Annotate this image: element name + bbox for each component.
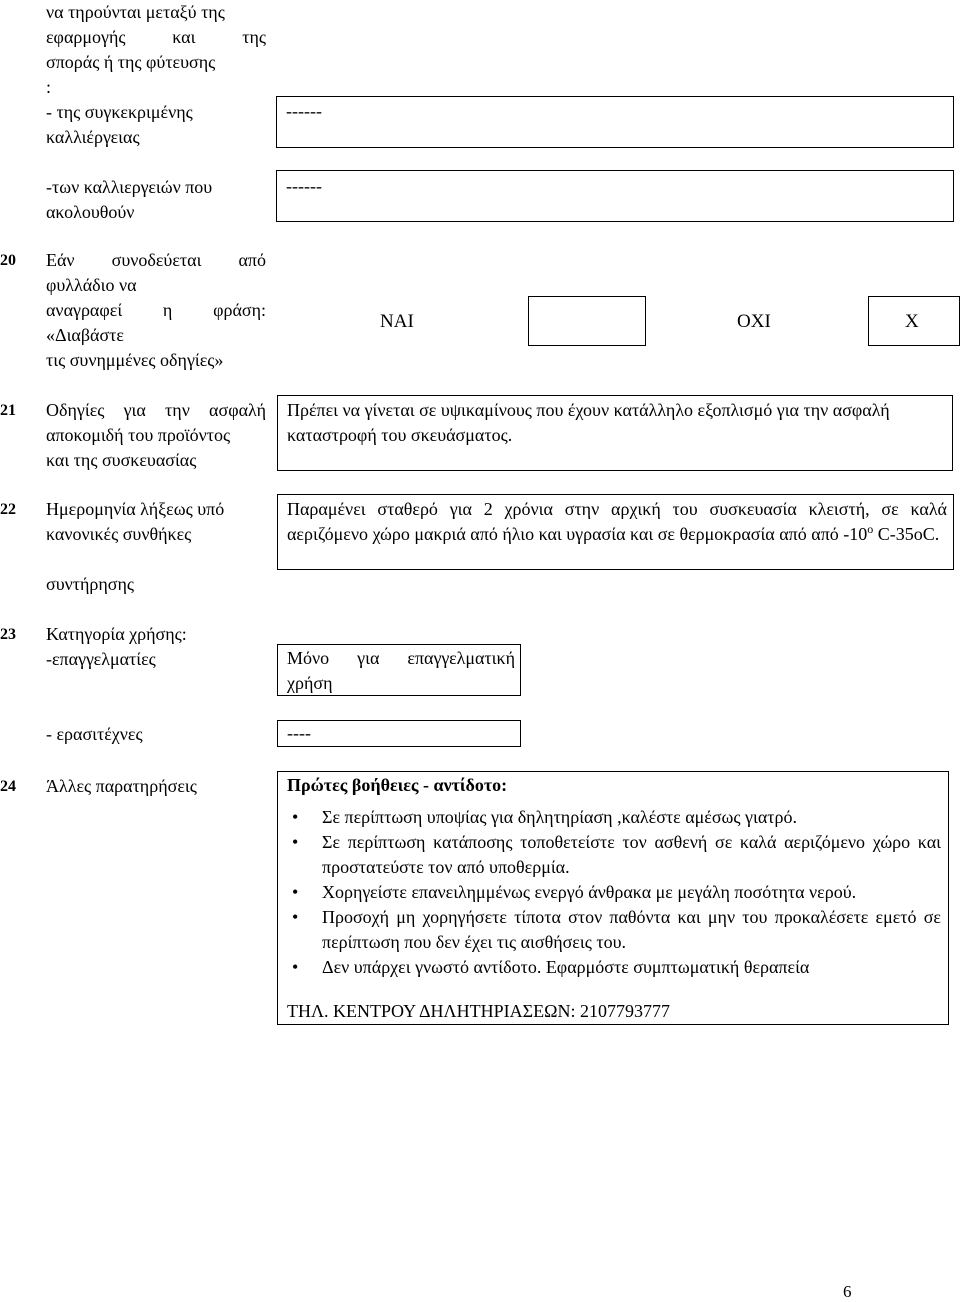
no-mark: Χ <box>905 311 919 332</box>
row-number: 22 <box>0 501 16 518</box>
yes-checkbox[interactable] <box>528 296 646 346</box>
expiry-value-box: Παραμένει σταθερό για 2 χρόνια στην αρχική του συσκευασία κλειστή, σε καλά αεριζόμενο χώρο μακριά από ήλιο και υγρασία και σε θερμοκρασία από από $-10^o$ C-35oC. <box>277 494 954 570</box>
no-checkbox[interactable] <box>868 296 960 346</box>
expiry-label-extra: συντήρησης <box>46 574 135 594</box>
amateurs-label: - ερασιτέχνες <box>46 724 143 744</box>
first-aid-heading: Πρώτες βοήθειες - αντίδοτο: <box>287 775 508 795</box>
disposal-value-box: Πρέπει να γίνεται σε υψικαμίνους που έχουν κατάλληλο εξοπλισμό για την ασφαλή καταστροφή του σκευάσματος. <box>277 395 953 471</box>
first-aid-list <box>287 805 941 980</box>
yes-label: ΝΑΙ <box>380 311 414 332</box>
disposal-label: Οδηγίες για την ασφαλή αποκομιδή του προϊόντος και της συσκευασίας <box>46 400 266 470</box>
remarks-label: Άλλες παρατηρήσεις <box>46 776 197 796</box>
amateurs-value-box: ---- <box>277 720 521 747</box>
interval-label: να τηρούνται μεταξύ της εφαρμογής και της σποράς ή της φύτευσης : - της συγκεκριμένης καλλιέργειας <box>46 2 266 147</box>
list-item: • Δεν υπάρχει γνωστό αντίδοτο. Εφαρμόστε συμπτωματική θεραπεία <box>287 955 941 980</box>
page-number: 6 <box>843 1282 852 1301</box>
professionals-label: -επαγγελματίες <box>46 649 156 669</box>
following-crops-label: -των καλλιεργειών που ακολουθούν <box>46 177 213 222</box>
no-label: ΟΧΙ <box>737 311 771 332</box>
list-item: • Χορηγείστε επανειλημμένως ενεργό άνθρακα με μεγάλη ποσότητα νερού. <box>287 880 941 905</box>
row-number: 20 <box>0 252 16 269</box>
list-item: • Σε περίπτωση κατάποσης τοποθετείστε τον ασθενή σε καλά αεριζόμενο χώρο και προστατεύστε τον από υποθερμία. <box>287 830 941 880</box>
expiry-label: Ημερομηνία λήξεως υπό κανονικές συνθήκες <box>46 499 225 544</box>
usage-category-label: Κατηγορία χρήσης: <box>46 624 187 644</box>
professionals-value-box: Μόνο για επαγγελματική χρήση <box>277 644 521 696</box>
row-number: 23 <box>0 626 16 643</box>
specific-crop-value-box: ------ <box>276 96 954 148</box>
leaflet-label: Εάν συνοδεύεται από φυλλάδιο να αναγραφεί η φράση: «Διαβάστε τις συνημμένες οδηγίες» <box>46 250 266 370</box>
list-item: • Σε περίπτωση υποψίας για δηλητηρίαση ,καλέστε αμέσως γιατρό. <box>287 805 941 830</box>
first-aid-box <box>277 771 949 1025</box>
list-item: • Προσοχή μη χορηγήσετε τίποτα στον παθόντα και μην του προκαλέσετε εμετό σε περίπτωση που δεν έχει τις αισθήσεις του. <box>287 905 941 955</box>
row-number: 24 <box>0 778 16 795</box>
following-crops-value-box: ------ <box>276 170 954 222</box>
poison-center-phone: ΤΗΛ. ΚΕΝΤΡΟΥ ΔΗΛΗΤΗΡΙΑΣΕΩΝ: 2107793777 <box>287 1001 670 1021</box>
row-number: 21 <box>0 402 16 419</box>
